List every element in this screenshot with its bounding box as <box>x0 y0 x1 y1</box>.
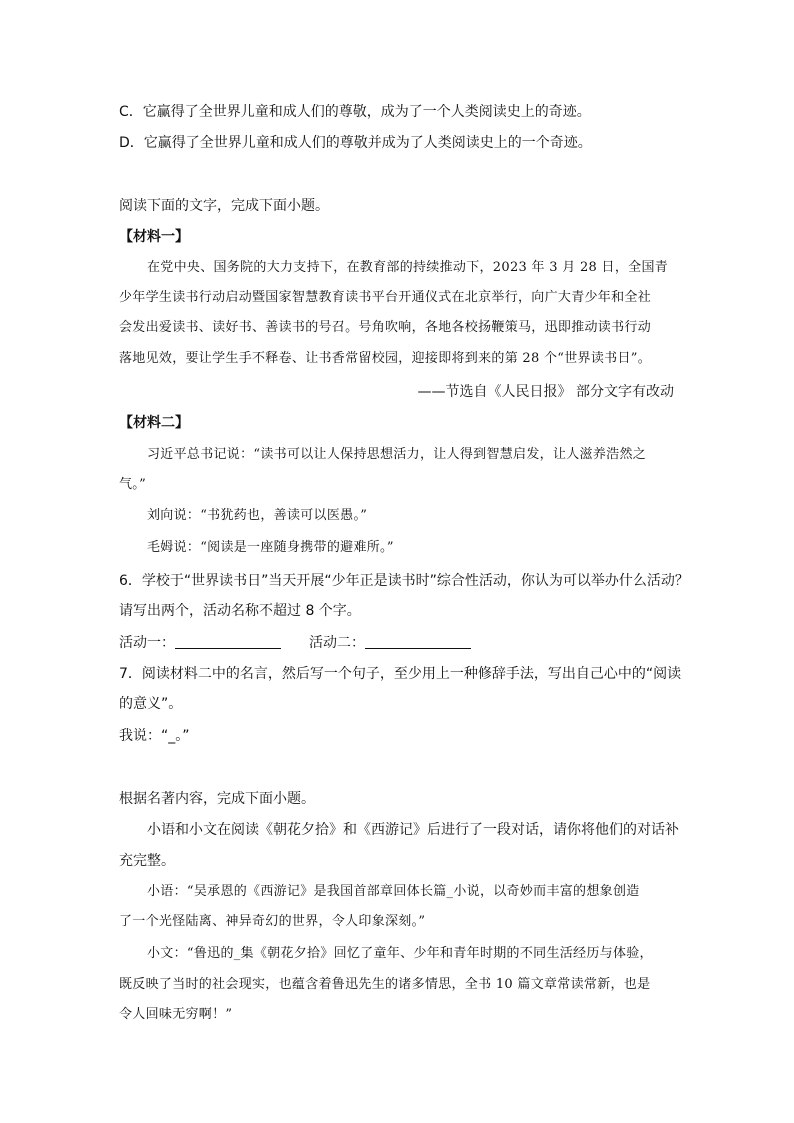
material1-line: 会发出爱读书、读好书、善读书的号召。号角吹响，各地各校扬鞭策马，迅即推动读书行动 <box>119 320 652 335</box>
material2-line: 气。” <box>119 477 147 492</box>
question-6-line: 6．学校于“世界读书日”当天开展“少年正是读书时”综合性活动，你认为可以举办什么活动？ <box>119 573 689 589</box>
xiaoyu-dialogue-line: 了一个光怪陆离、神异奇幻的世界，令人印象深刻。” <box>119 914 426 929</box>
section1-intro: 阅读下面的文字，完成下面小题。 <box>119 198 329 214</box>
section2-paragraph-line: 小语和小文在阅读《朝花夕拾》和《西游记》后进行了一段对话，请你将他们的对话补 <box>147 822 679 838</box>
material1-source: ——节选自《人民日报》 部分文字有改动 <box>417 384 674 400</box>
material1-title: 【材料一】 <box>119 229 189 245</box>
section2-intro: 根据名著内容，完成下面小题。 <box>119 791 315 807</box>
material2-line: 习近平总书记说：“读书可以让人保持思想活力，让人得到智慧启发，让人滋养浩然之 <box>147 447 647 462</box>
question-7-line: 7．阅读材料二中的名言，然后写一个句子，至少用上一种修辞手法，写出自己心中的“阅读 <box>119 666 682 682</box>
material1-line: 落地见效，要让学生手不释卷、让书香常留校园，迎接即将到来的第 28 个“世界读书日”。 <box>119 351 651 366</box>
material2-title: 【材料二】 <box>119 415 189 431</box>
activity-2-label: 活动二： <box>309 635 365 651</box>
xiaowen-dialogue-line: 既反映了当时的社会现实，也蕴含着鲁迅先生的诸多情思，全书 10 篇文章常读常新，也是 <box>119 977 651 992</box>
option-c: C．它赢得了全世界儿童和成人们的尊敬，成为了一个人类阅读史上的奇迹。 <box>119 104 591 120</box>
question-7-line: 的意义”。 <box>119 696 183 712</box>
xiaowen-dialogue-line: 小文：“鲁迅的_集《朝花夕拾》回忆了童年、少年和青年时期的不同生活经历与体验， <box>147 946 653 961</box>
material2-line: 刘向说：“书犹药也，善读可以医愚。” <box>147 508 368 523</box>
activity-1-label: 活动一： <box>119 635 175 651</box>
activity-1-row <box>119 633 281 653</box>
question-6-line: 请写出两个，活动名称不超过 8 个字。 <box>119 603 361 619</box>
option-d: D．它赢得了全世界儿童和成人们的尊敬并成为了人类阅读史上的一个奇迹。 <box>119 135 592 151</box>
xiaoyu-dialogue-line: 小语：“吴承恩的《西游记》是我国首部章回体长篇_小说，以奇妙而丰富的想象创造 <box>147 884 640 899</box>
material1-line: 少年学生读书行动启动暨国家智慧教育读书平台开通仪式在北京举行，向广大青少年和全社 <box>119 290 652 305</box>
material1-line: 在党中央、国务院的大力支持下，在教育部的持续推动下，2023 年 3 月 28 日，全国青 <box>147 260 669 275</box>
material2-line: 毛姆说：“阅读是一座随身携带的避难所。” <box>147 540 394 555</box>
section2-paragraph-line: 充完整。 <box>119 853 175 869</box>
question-7-answer: 我说：“_。” <box>119 728 190 744</box>
activity-1-blank[interactable] <box>175 634 281 649</box>
activity-2-row <box>309 633 471 653</box>
xiaowen-dialogue-line: 令人回味无穷啊！” <box>119 1007 233 1022</box>
activity-2-blank[interactable] <box>365 634 471 649</box>
